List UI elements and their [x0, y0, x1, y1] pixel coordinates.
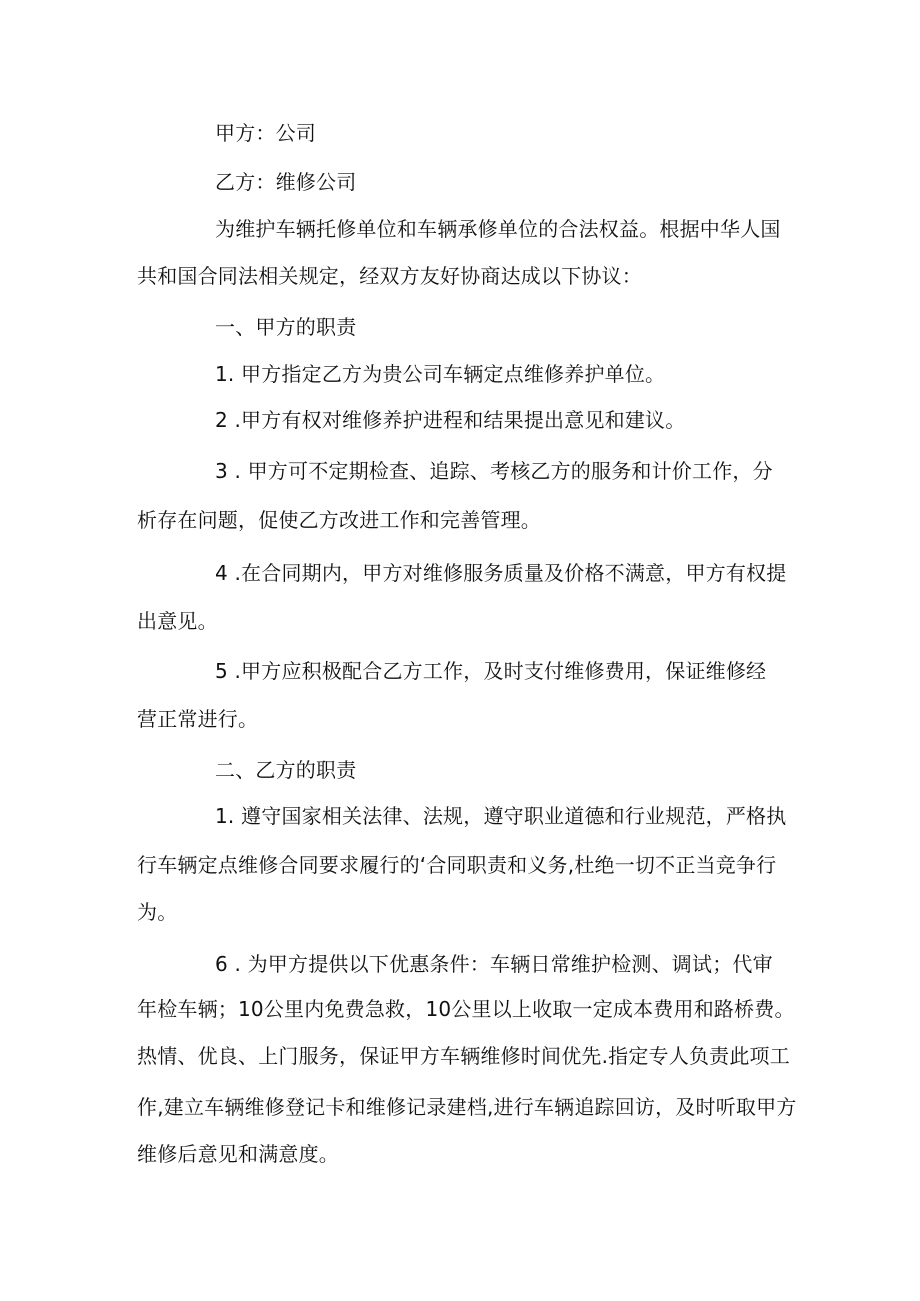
section-2-item-6-line-4: 作,建立车辆维修登记卡和维修记录建档,进行车辆追踪回访，及时听取甲方: [137, 1095, 797, 1119]
section-1-item-3-line-2: 析存在问题，促使乙方改进工作和完善管理。: [137, 508, 541, 532]
section-1-heading: 一、甲方的职责: [215, 315, 357, 339]
section-1-item-4-line-1: 4 .在合同期内，甲方对维修服务质量及价格不满意，甲方有权提: [215, 561, 787, 585]
section-1-item-1: 1. 甲方指定乙方为贵公司车辆定点维修养护单位。: [215, 362, 666, 386]
section-2-item-6-line-5: 维修后意见和满意度。: [137, 1142, 339, 1166]
section-2-item-1-line-1: 1. 遵守国家相关法律、法规，遵守职业道德和行业规范，严格执: [215, 804, 787, 828]
section-2-item-1-line-2: 行车辆定点维修合同要求履行的‘合同职责和义务,杜绝一切不正当竞争行: [137, 853, 777, 877]
intro-paragraph-line-1: 为维护车辆托修单位和车辆承修单位的合法权益。根据中华人国: [215, 217, 781, 241]
section-2-item-6-line-1: 6 . 为甲方提供以下优惠条件：车辆日常维护检测、调试；代审: [215, 952, 773, 976]
section-1-item-4-line-2: 出意见。: [137, 609, 218, 633]
section-2-item-6-line-2: 年检车辆；10公里内免费急救，10公里以上收取一定成本费用和路桥费。: [137, 997, 795, 1021]
section-2-heading: 二、乙方的职责: [215, 758, 357, 782]
section-1-item-2: 2 .甲方有权对维修养护进程和结果提出意见和建议。: [215, 408, 686, 432]
section-1-item-5-line-1: 5 .甲方应积极配合乙方工作，及时支付维修费用，保证维修经: [215, 659, 767, 683]
section-2-item-1-line-3: 为。: [137, 900, 178, 924]
section-2-item-6-line-3: 热情、优良、上门服务，保证甲方车辆维修时间优先.指定专人负责此项工: [137, 1044, 790, 1068]
party-a-line: 甲方：公司: [215, 121, 316, 145]
section-1-item-5-line-2: 营正常进行。: [137, 707, 259, 731]
party-b-line: 乙方：维修公司: [215, 170, 357, 194]
intro-paragraph-line-2: 共和国合同法相关规定，经双方友好协商达成以下协议：: [137, 264, 642, 288]
section-1-item-3-line-1: 3 . 甲方可不定期检查、追踪、考核乙方的服务和计价工作，分: [215, 459, 773, 483]
